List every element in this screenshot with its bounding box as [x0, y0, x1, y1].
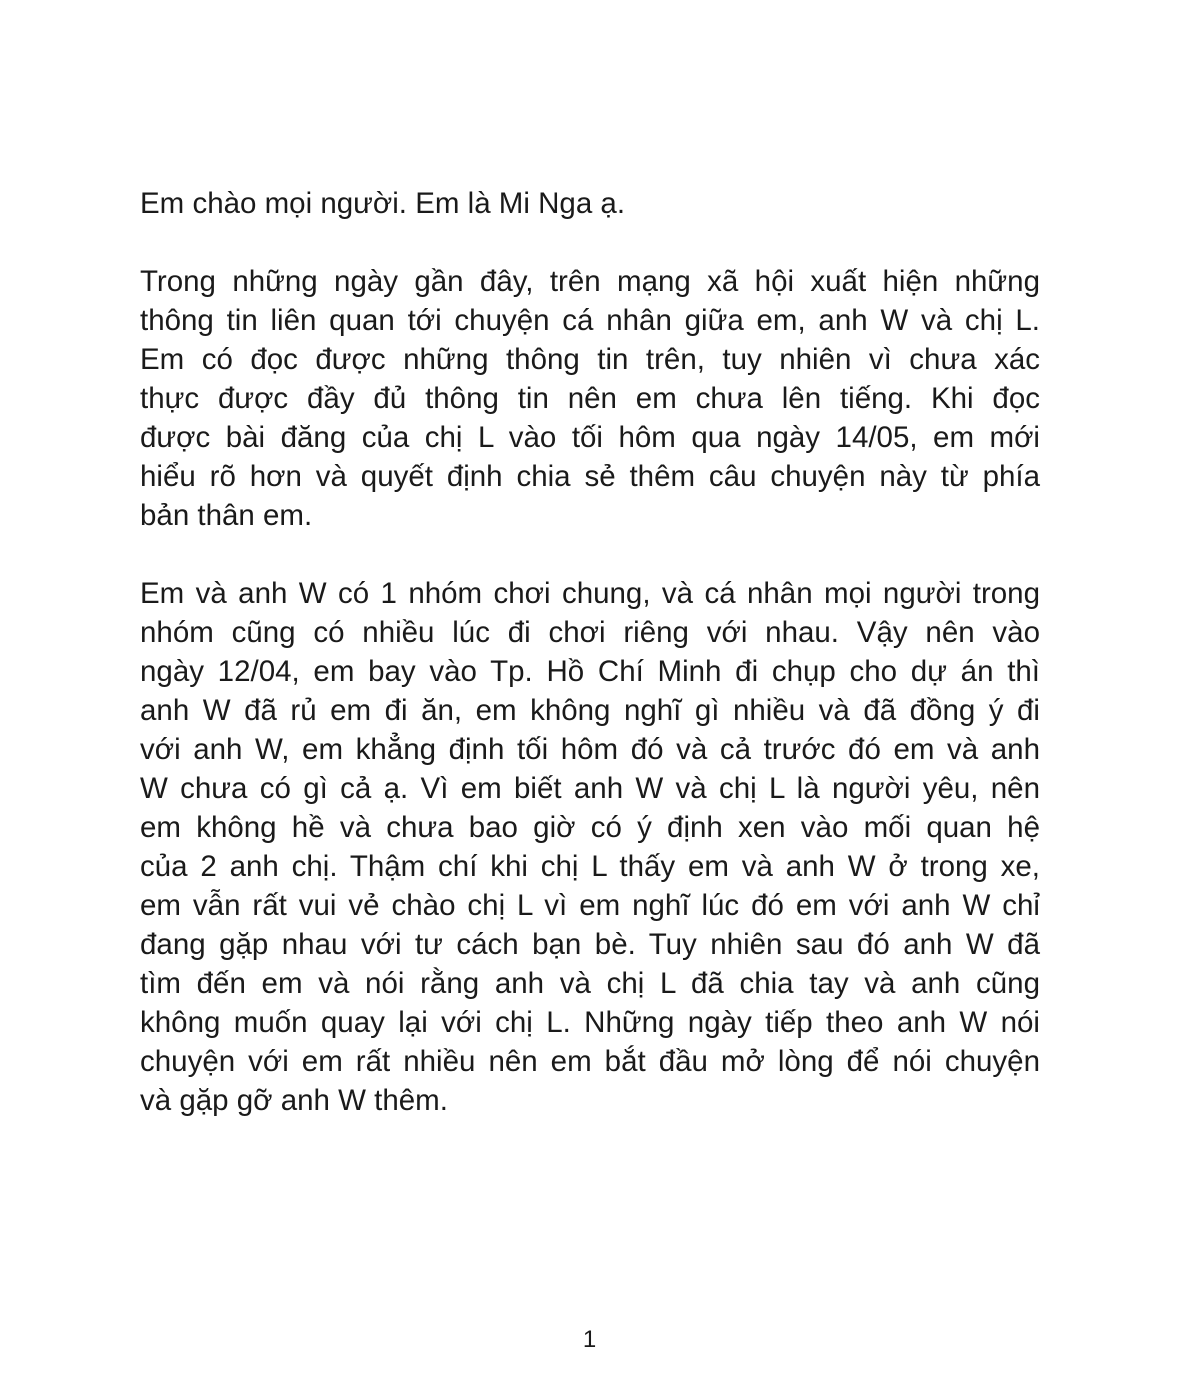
greeting-line: Em chào mọi người. Em là Mi Nga ạ. — [140, 187, 626, 220]
paragraph-2-line: và gặp gỡ anh W thêm. — [140, 1084, 448, 1117]
paragraph-2-line: chuyện với em rất nhiều nên em bắt đầu mở lòng để nói chuyện — [140, 1045, 1040, 1078]
paragraph-2-line: nhóm cũng có nhiều lúc đi chơi riêng với nhau. Vậy nên vào — [140, 616, 1040, 649]
paragraph-2-line: không muốn quay lại với chị L. Những ngày tiếp theo anh W nói — [140, 1006, 1040, 1039]
paragraph-1-line: thông tin liên quan tới chuyện cá nhân giữa em, anh W và chị L. — [140, 304, 1040, 337]
paragraph-2-line: đang gặp nhau với tư cách bạn bè. Tuy nhiên sau đó anh W đã — [140, 928, 1040, 961]
paragraph-1-line: được bài đăng của chị L vào tối hôm qua ngày 14/05, em mới — [140, 421, 1040, 454]
paragraph-2-line: anh W đã rủ em đi ăn, em không nghĩ gì nhiều và đã đồng ý đi — [140, 694, 1040, 727]
paragraph-2-line: của 2 anh chị. Thậm chí khi chị L thấy em và anh W ở trong xe, — [140, 850, 1040, 883]
document-body — [140, 184, 1040, 1120]
paragraph-2-line: W chưa có gì cả ạ. Vì em biết anh W và chị L là người yêu, nên — [140, 772, 1040, 805]
paragraph-2-line: em không hề và chưa bao giờ có ý định xen vào mối quan hệ — [140, 811, 1040, 844]
paragraph-2-line: em vẫn rất vui vẻ chào chị L vì em nghĩ lúc đó em với anh W chỉ — [140, 889, 1040, 922]
paragraph-2-line: Em và anh W có 1 nhóm chơi chung, và cá nhân mọi người trong — [140, 577, 1040, 610]
page-number: 1 — [582, 1326, 597, 1353]
paragraph-2 — [140, 574, 1040, 1120]
paragraph-1-line: Trong những ngày gần đây, trên mạng xã hội xuất hiện những — [140, 265, 1040, 298]
paragraph-1 — [140, 262, 1040, 535]
paragraph-2-line: tìm đến em và nói rằng anh và chị L đã chia tay và anh cũng — [140, 967, 1040, 1000]
greeting-paragraph — [140, 184, 1040, 223]
paragraph-2-line: với anh W, em khẳng định tối hôm đó và cả trước đó em và anh — [140, 733, 1040, 766]
paragraph-1-line: hiểu rõ hơn và quyết định chia sẻ thêm câu chuyện này từ phía — [140, 460, 1040, 493]
paragraph-spacer — [140, 535, 1040, 574]
paragraph-1-line: bản thân em. — [140, 499, 313, 532]
paragraph-1-line: thực được đầy đủ thông tin nên em chưa lên tiếng. Khi đọc — [140, 382, 1040, 415]
paragraph-1-line: Em có đọc được những thông tin trên, tuy nhiên vì chưa xác — [140, 343, 1040, 376]
paragraph-2-line: ngày 12/04, em bay vào Tp. Hồ Chí Minh đi chụp cho dự án thì — [140, 655, 1040, 688]
paragraph-spacer — [140, 223, 1040, 262]
